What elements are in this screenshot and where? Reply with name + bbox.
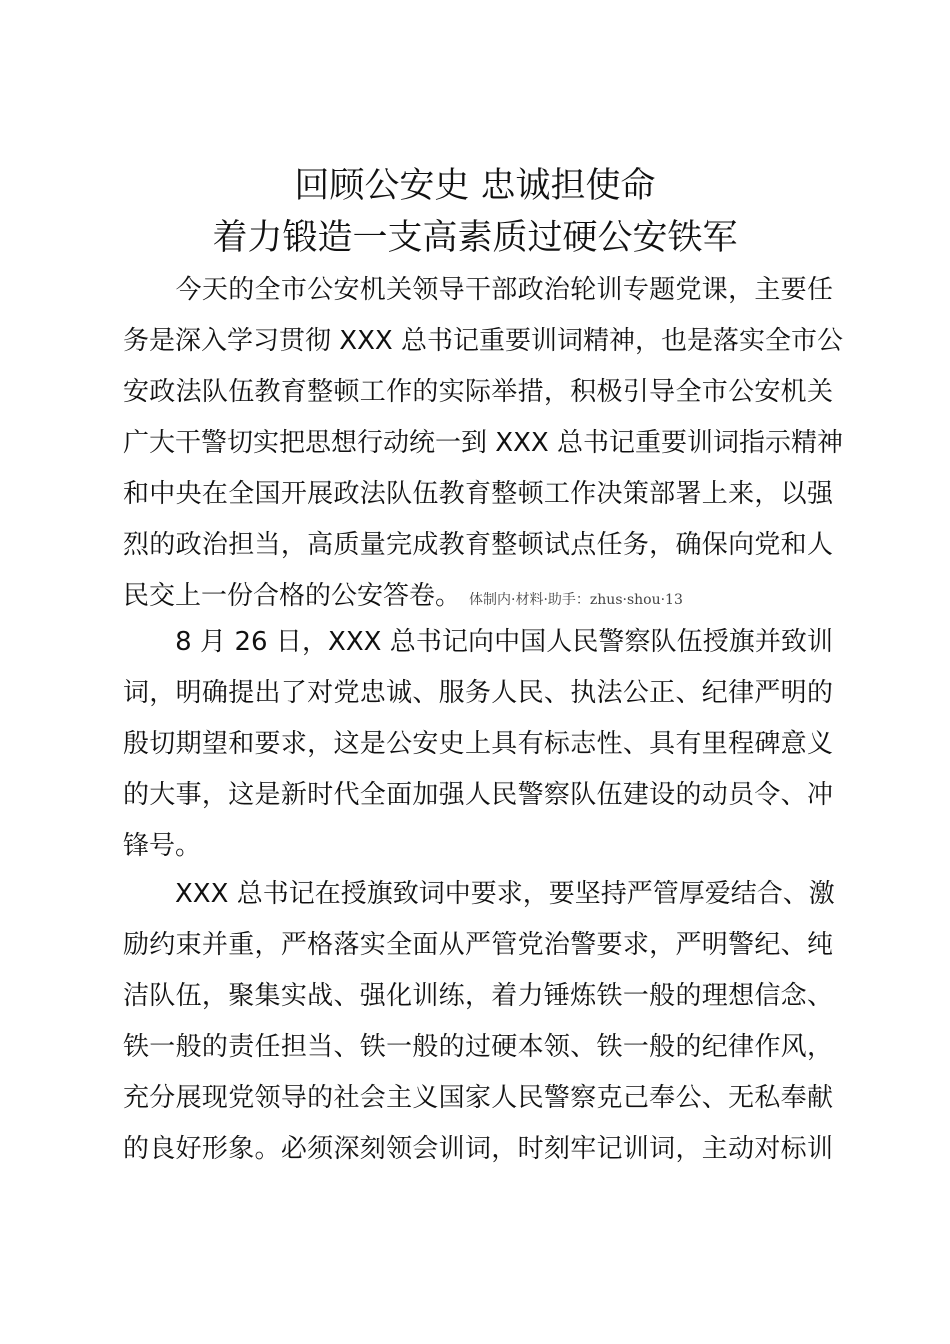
- document-title-line-2: 着力锻造一支高素质过硬公安铁军: [212, 218, 738, 258]
- paragraph-line-text: 民交上一份合格的公安答卷。: [123, 581, 462, 611]
- document-title-line-1: 回顾公安史 忠诚担使命: [294, 166, 656, 206]
- paragraph-line: 铁一般的责任担当、铁一般的过硬本领、铁一般的纪律作风，: [123, 1032, 833, 1062]
- paragraph-last-line: [123, 571, 833, 622]
- paragraph-line: 洁队伍，聚集实战、强化训练，着力锤炼铁一般的理想信念、: [123, 981, 833, 1011]
- paragraph-line: 今天的全市公安机关领导干部政治轮训专题党课，主要任: [123, 275, 833, 305]
- paragraph-line: 充分展现党领导的社会主义国家人民警察克己奉公、无私奉献: [123, 1083, 833, 1113]
- paragraph-line: XXX 总书记在授旗致词中要求，要坚持严管厚爱结合、激: [123, 879, 835, 909]
- paragraph-line: 锋号。: [123, 831, 202, 861]
- paragraph-line: 的大事，这是新时代全面加强人民警察队伍建设的动员令、冲: [123, 780, 833, 810]
- paragraph-line: 励约束并重，严格落实全面从严管党治警要求，严明警纪、纯: [123, 930, 833, 960]
- paragraph-line: 和中央在全国开展政法队伍教育整顿工作决策部署上来，以强: [123, 479, 833, 509]
- paragraph-1: [123, 265, 843, 622]
- paragraph-line: 务是深入学习贯彻 XXX 总书记重要训词精神，也是落实全市公: [123, 326, 843, 356]
- paragraph-3: [123, 869, 833, 1175]
- paragraph-line: 殷切期望和要求，这是公安史上具有标志性、具有里程碑意义: [123, 729, 833, 759]
- paragraph-line: 词，明确提出了对党忠诚、服务人民、执法公正、纪律严明的: [123, 678, 833, 708]
- paragraph-line: 广大干警切实把思想行动统一到 XXX 总书记重要训词指示精神: [123, 428, 843, 458]
- paragraph-line: 的良好形象。必须深刻领会训词，时刻牢记训词，主动对标训: [123, 1134, 833, 1164]
- paragraph-line: 烈的政治担当，高质量完成教育整顿试点任务，确保向党和人: [123, 530, 833, 560]
- paragraph-line: 8 月 26 日，XXX 总书记向中国人民警察队伍授旗并致训: [123, 627, 833, 657]
- paragraph-line: 安政法队伍教育整顿工作的实际举措，积极引导全市公安机关: [123, 377, 833, 407]
- paragraph-2: [123, 617, 833, 872]
- watermark-text: 体制内·材料·助手：zhus·shou·13: [469, 592, 683, 608]
